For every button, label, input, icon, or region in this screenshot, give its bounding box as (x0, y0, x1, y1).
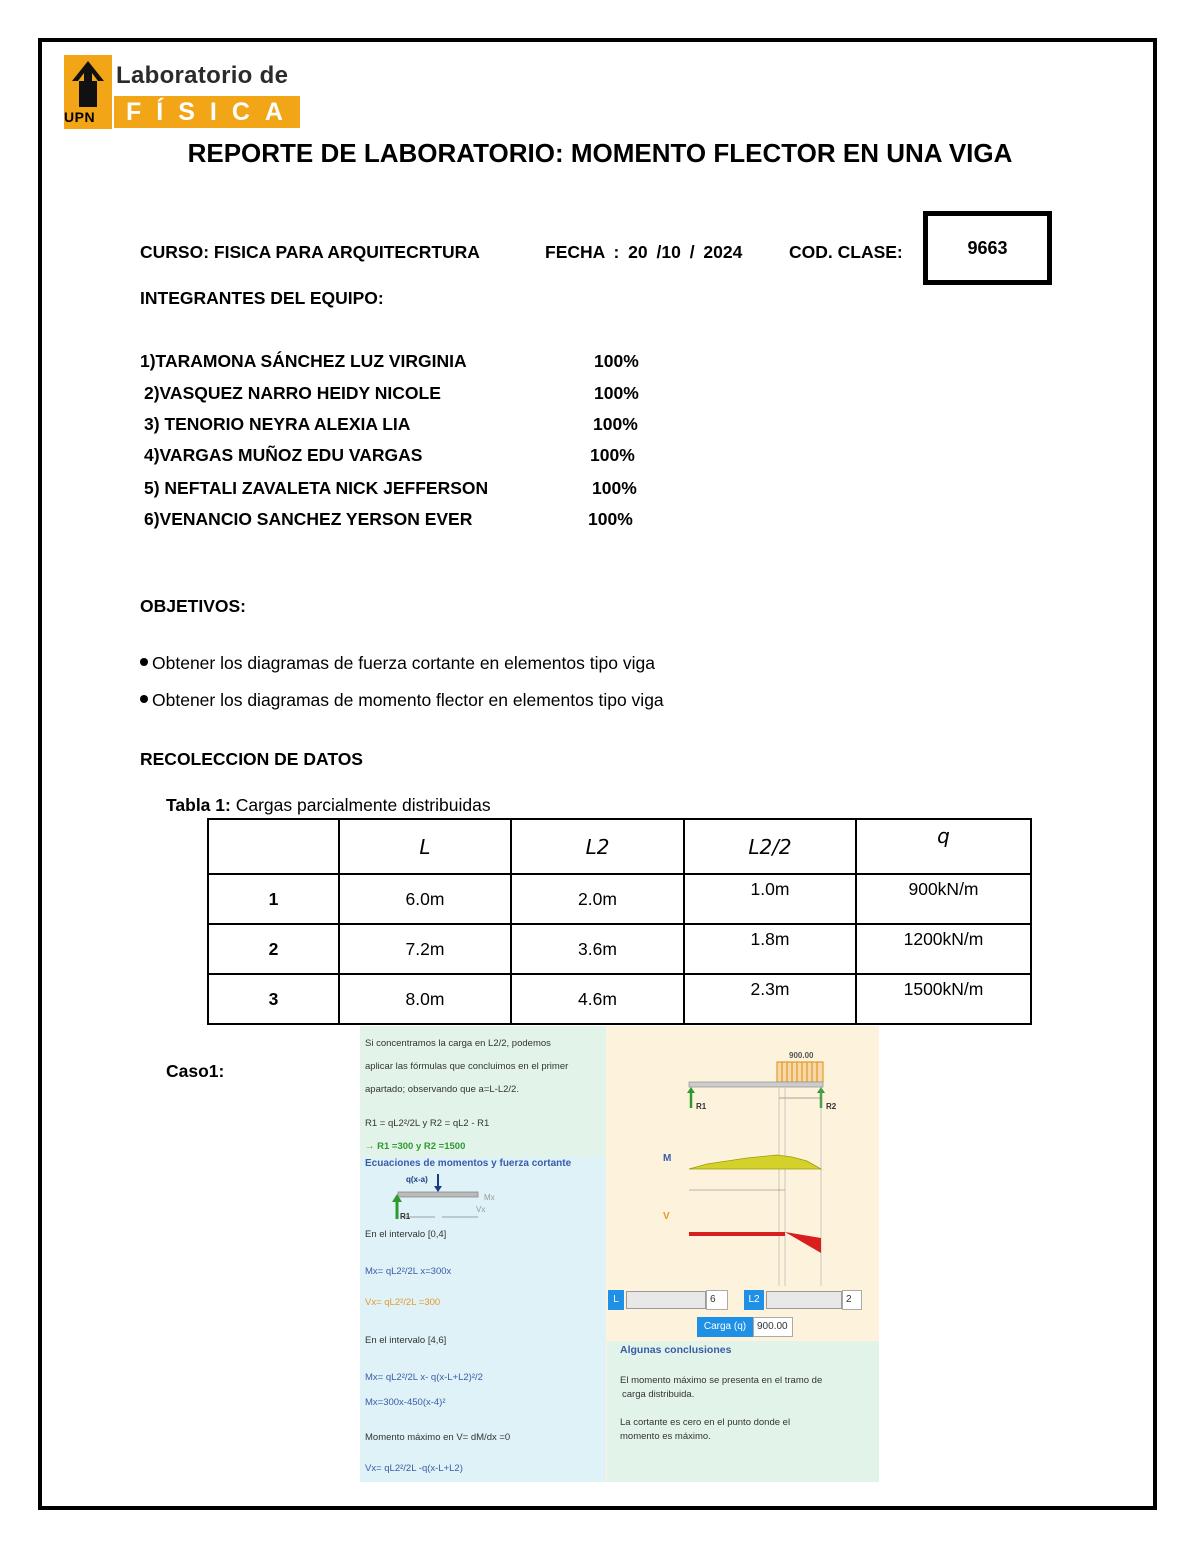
l2-slider[interactable] (766, 1291, 842, 1309)
table-cell: 6.0m (339, 874, 511, 924)
equations-heading: Ecuaciones de momentos y fuerza cortante (365, 1158, 572, 1169)
table-cell: 8.0m (339, 974, 511, 1024)
curso: CURSO: FISICA PARA ARQUITECRTURA (140, 242, 480, 262)
table-cell: 1.0m (684, 874, 856, 924)
objetivos-label: OBJETIVOS: (140, 596, 246, 616)
table-cell: 1 (208, 874, 339, 924)
table-cell: 1.8m (684, 924, 856, 974)
vx-equation-2: Vx= qL2²/2L -q(x-L+L2) (365, 1463, 463, 1474)
embedded-simulation-screenshot (360, 1026, 879, 1482)
member-name: 5) NEFTALI ZAVALETA NICK JEFFERSON (144, 478, 489, 498)
reaction-formula: R1 = qL2²/2L y R2 = qL2 - R1 (365, 1118, 490, 1129)
shear-axis-label: V (663, 1211, 670, 1222)
cod-clase-label: COD. CLASE: (789, 242, 903, 262)
objetivo-item: Obtener los diagramas de momento flector en elementos tipo viga (140, 690, 664, 711)
interval-2: En el intervalo [4,6] (365, 1335, 447, 1346)
l2-value[interactable]: 2 (842, 1290, 862, 1310)
load-label: q(x-a) (406, 1175, 428, 1184)
cod-clase-value: 9663 (923, 211, 1052, 285)
ctrl-l2-label: L2 (744, 1290, 764, 1310)
max-moment-text: Momento máximo en V= dM/dx =0 (365, 1432, 511, 1443)
data-table (207, 818, 1032, 1025)
conclusion-text: La cortante es cero en el punto donde el (620, 1417, 791, 1428)
r1-label: R1 (400, 1212, 411, 1221)
logo-brand: Laboratorio de (116, 62, 289, 89)
table-cell: 4.6m (511, 974, 684, 1024)
interval-1: En el intervalo [0,4] (365, 1229, 447, 1240)
table-cell: 1200kN/m (856, 924, 1031, 974)
member-pct: 100% (594, 351, 639, 371)
mx-equation-2b: Mx=300x-450(x-4)² (365, 1397, 446, 1408)
member-name: 6)VENANCIO SANCHEZ YERSON EVER (144, 509, 473, 529)
table-header-cell: L (339, 819, 511, 874)
logo-sub: FÍSICA (126, 98, 298, 126)
upn-logo-text: UPN (64, 109, 96, 125)
member-name: 2)VASQUEZ NARRO HEIDY NICOLE (144, 383, 441, 403)
objetivo-item: Obtener los diagramas de fuerza cortante en elementos tipo viga (140, 653, 655, 674)
vx-equation-1: Vx= qL2²/2L =300 (365, 1297, 441, 1308)
l-value[interactable]: 6 (706, 1290, 728, 1310)
table-cell: 2.0m (511, 874, 684, 924)
table-header-row (208, 819, 1031, 874)
member-pct: 100% (588, 509, 633, 529)
table-header-cell: q (856, 819, 1031, 874)
conclusions-heading: Algunas conclusiones (620, 1344, 732, 1356)
conclusion-text: carga distribuida. (622, 1389, 695, 1400)
table-cell: 2.3m (684, 974, 856, 1024)
recoleccion-label: RECOLECCION DE DATOS (140, 749, 363, 769)
conclusion-text: El momento máximo se presenta en el tramo de (620, 1375, 823, 1386)
caso-label: Caso1: (166, 1061, 225, 1081)
table-row (208, 874, 1031, 924)
l-slider[interactable] (626, 1291, 706, 1309)
r1-diagram-label: R1 (696, 1102, 707, 1111)
table-header-cell (208, 819, 339, 874)
table-cell: 2 (208, 924, 339, 974)
page-title: REPORTE DE LABORATORIO: MOMENTO FLECTOR EN UNA VIGA (187, 138, 1013, 168)
member-pct: 100% (592, 478, 637, 498)
intro-text: apartado; observando que a=L-L2/2. (365, 1084, 519, 1095)
reaction-values: → R1 =300 y R2 =1500 (365, 1141, 466, 1152)
conclusion-text: momento es máximo. (620, 1431, 711, 1442)
table-row (208, 974, 1031, 1024)
table-caption: Tabla 1: Cargas parcialmente distribuidas (166, 795, 491, 815)
member-pct: 100% (594, 383, 639, 403)
integrantes-label: INTEGRANTES DEL EQUIPO: (140, 288, 384, 308)
member-name: 3) TENORIO NEYRA ALEXIA LIA (144, 414, 411, 434)
fecha: FECHA : 20 /10 / 2024 (545, 242, 743, 262)
table-cell: 900kN/m (856, 874, 1031, 924)
carga-label: Carga (q) (697, 1317, 753, 1337)
member-name: 4)VARGAS MUÑOZ EDU VARGAS (144, 445, 423, 465)
carga-input[interactable]: 900.00 (753, 1317, 793, 1337)
table-cell: 3.6m (511, 924, 684, 974)
table-cell: 7.2m (339, 924, 511, 974)
conclusions-panel (607, 1341, 879, 1482)
mx-label: Mx (484, 1193, 495, 1202)
member-pct: 100% (590, 445, 635, 465)
mx-equation-1: Mx= qL2²/2L x=300x (365, 1266, 452, 1277)
member-name: 1)TARAMONA SÁNCHEZ LUZ VIRGINIA (140, 351, 467, 371)
table-header-cell: L2/2 (684, 819, 856, 874)
table-header-cell: L2 (511, 819, 684, 874)
r2-diagram-label: R2 (826, 1102, 837, 1111)
member-pct: 100% (593, 414, 638, 434)
intro-text: aplicar las fórmulas que concluimos en el primer (365, 1061, 569, 1072)
ctrl-l-label: L (608, 1290, 624, 1310)
table-cell: 3 (208, 974, 339, 1024)
vx-label: Vx (476, 1205, 486, 1214)
table-row (208, 924, 1031, 974)
distributed-load (777, 1062, 823, 1082)
load-value: 900.00 (789, 1051, 814, 1060)
intro-text: Si concentramos la carga en L2/2, podemos (365, 1038, 551, 1049)
mx-equation-2: Mx= qL2²/2L x- q(x-L+L2)²/2 (365, 1372, 483, 1383)
table-cell: 1500kN/m (856, 974, 1031, 1024)
moment-axis-label: M (663, 1153, 672, 1164)
beam-diagram (607, 1026, 879, 1288)
